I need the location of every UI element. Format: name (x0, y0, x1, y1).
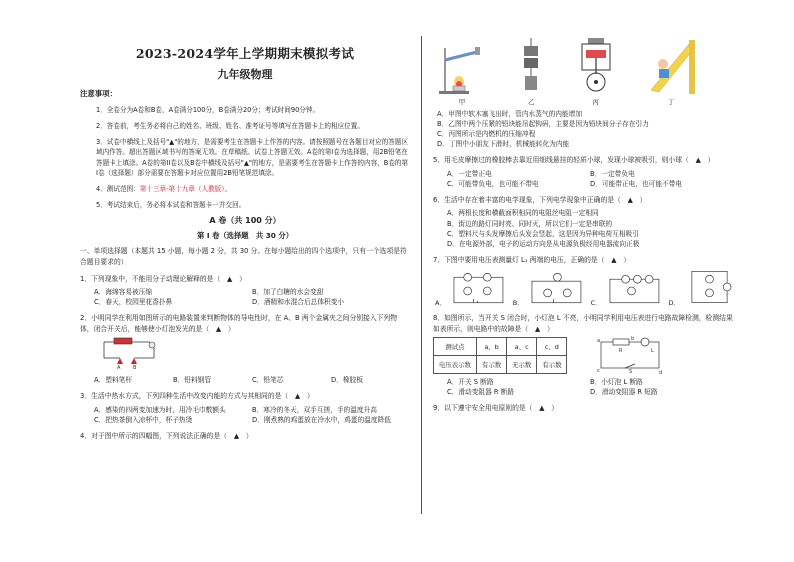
option: D．可能带正电，也可能不带电 (590, 179, 683, 188)
option: B．一定带负电 (590, 169, 635, 178)
question-9: 9．以下遵守安全用电原则的是（ ▲ ） (433, 404, 559, 413)
node-label: S (629, 369, 633, 375)
circuit-a-icon (452, 273, 507, 307)
table-cell: 电压表示数 (434, 356, 477, 374)
figure-bing (576, 38, 616, 106)
range-label: 测试范围： (106, 184, 140, 193)
option: A．一定带正电 (447, 169, 492, 178)
option: D．在电源外部，电子的运动方向是从电源负极经用电器流向正极 (447, 239, 640, 248)
option: A．塑料笔杆 (94, 376, 133, 385)
range-value: 第十三章-第十九章（人教版）。 (139, 184, 232, 193)
clip-label-b: B (133, 365, 137, 371)
question-3: 3．生活中热水方式，下列四种生活中改变内能的方式与其相同的是（ ▲ ） (80, 392, 314, 401)
note-item-5: 5．考试结束后，务必将本试卷和答题卡一并交回。 (96, 201, 246, 210)
question-1-options (94, 287, 410, 307)
question-4: 4．对于图中所示的四幅图，下列说法正确的是（ ▲ ） (80, 431, 253, 440)
option: C．塑料尺与头发摩擦后头发会竖起，这是因为异种电荷互相吸引 (447, 229, 639, 238)
note-item-2: 2．答卷前，考生务必将自己的姓名、班级、姓名、准考证号等填写在答题卡上的相应位置。 (96, 121, 364, 130)
option: C．可能带负电，也可能不带电 (447, 179, 539, 188)
figure-label-yi: 乙 (528, 98, 535, 106)
figure-label-bing: 丙 (592, 98, 599, 106)
option: C．铅笔芯 (252, 376, 284, 385)
figure-yi (516, 38, 546, 106)
option: A．甲图中软木塞飞出时，管内水蒸气的内能增加 (437, 110, 583, 119)
circuit-label-d: D． (668, 299, 681, 308)
exam-title: 2023-2024学年上学期期末模拟考试 (135, 46, 355, 61)
circuit-b-icon (530, 273, 585, 307)
option: C．滑动变阻器 R 断路 (447, 388, 515, 397)
note-item-4-prefix: 4． (96, 184, 107, 193)
figure-label-jia: 甲 (458, 98, 466, 106)
question-4-options (437, 109, 733, 149)
table-row (434, 356, 567, 374)
circuit-q8-icon (595, 336, 665, 374)
option: D．橡胶板 (331, 376, 363, 385)
note-item-3: 3．试卷中横线上及括号"▲"的地方，是需要考生在答题卡上作答的内容。请按照题号在各题目对应的答题区域内作答。超出答题区域书写的答案无效。在草稿纸、试卷上答题无效。A卷的第I卷为选择题，用2B铅笔在答题卡上填涂。A卷的第II卷以及B卷中横线及括号"▲"的地方，是需要考生在答题卡上作答的内容，B卷的第I卷（选择题）部分需要在答题卡对应位置用2B铅笔规范填涂。 (96, 138, 409, 177)
node-label: L (651, 348, 655, 355)
question-6-options (447, 208, 733, 248)
question-8-figure (433, 336, 733, 374)
option: A．开关 S 断路 (447, 378, 494, 387)
table-cell: 测试点 (434, 338, 477, 356)
table-cell: a、b (476, 338, 506, 356)
circuit-figure-q2 (100, 336, 410, 372)
table-row (434, 338, 567, 356)
option: D．酒精和水混合后总体积变小 (252, 298, 345, 307)
figure-jia (437, 38, 487, 106)
engine-cylinder-icon (576, 38, 616, 96)
question-5-options (447, 169, 733, 189)
option: B．寒冷的冬天，双手互搓，手的温度升高 (252, 405, 377, 414)
section-a-title: A 卷（共 100 分） (209, 216, 281, 226)
question-3-options (94, 405, 410, 425)
note-item-4 (96, 184, 410, 194)
option: B．乙图中两个压紧的铅块能吊起钩码，主要是因为铅块间分子存在引力 (437, 120, 649, 129)
node-label: b (631, 336, 635, 343)
figure-ding (645, 38, 697, 106)
child-slide-icon (645, 38, 697, 96)
test-tube-heating-icon (437, 38, 487, 96)
option: D．丁图中小朋友下滑时，机械能转化为内能 (437, 140, 570, 149)
option: B．铅料钢管 (173, 376, 212, 385)
circuit-label-c: C． (590, 299, 602, 308)
option: D．滑动变阻器 R 短路 (590, 388, 658, 397)
q8-test-table (433, 337, 567, 374)
node-label: R (619, 348, 623, 355)
table-cell: 有示数 (476, 356, 506, 374)
part-1-title: 第 I 卷（选择题 共 30 分） (197, 231, 293, 241)
option: C．春天，校园里花香扑鼻 (94, 298, 173, 307)
notes-heading: 注意事项： (80, 89, 117, 99)
question-7-circuits (435, 267, 733, 307)
note-item-1: 1．全卷分为A卷和B卷，A卷满分100分，B卷满分20分；考试时间90分钟。 (96, 105, 320, 114)
exam-subtitle: 九年级物理 (217, 67, 273, 81)
question-7: 7．下图中要用电压表测量灯 L₁ 两端的电压，正确的是（ ▲ ） (433, 255, 631, 264)
table-cell: a、c (507, 338, 537, 356)
option: C．丙图所示是内燃机的压缩冲程 (437, 130, 536, 139)
section-instruction: 一、单项选择题（本题共 15 小题，每小题 2 分，共 30 分。在每小题给出的四个选项中，只有一个选项是符合题目要求的） (80, 247, 407, 267)
lead-blocks-icon (516, 38, 546, 96)
circuit-diagram-icon (100, 336, 160, 370)
question-6: 6．生活中存在着丰富的电学现象，下列电学现象中正确的是（ ▲ ） (433, 195, 647, 204)
option: B．街边的路灯同时亮、同时灭，所以它们一定是串联的 (447, 219, 613, 228)
left-column (80, 36, 410, 441)
option: A．感染的四两变加速为时，用冷毛巾敷额头 (94, 405, 226, 414)
figure-label-ding: 丁 (667, 98, 675, 106)
option: A．海绵容易被压缩 (94, 288, 153, 297)
option: B．小灯泡 L 断路 (590, 378, 643, 387)
question-2-options (94, 375, 410, 385)
question-2: 2．小明同学在利用如图所示的电路装置来判断物体的导电性时，在 A、B 两个金属夹之间分别接入下列物体，闭合开关后，能够使小灯泡发光的是（ ▲ ） (80, 314, 398, 333)
right-column (433, 36, 733, 414)
clip-label-a: A (117, 365, 121, 371)
circuit-label-b: B． (512, 299, 524, 308)
option: A．两根长度和横截面积相同的电阻丝电阻一定相同 (447, 209, 599, 218)
question-8: 8．如图所示，当开关 S 闭合时，小灯泡 L 不亮，小明同学利用电压表进行电路故障检测，检测结果如表所示，则电路中的故障是（ ▲ ） (433, 314, 733, 333)
option: B．加了白糖的水会变甜 (252, 288, 324, 297)
table-cell: 有示数 (537, 356, 567, 374)
question-1: 1．下列现象中，不能用分子动理论解释的是（ ▲ ） (80, 274, 246, 283)
question-5: 5．用毛皮摩擦过的橡胶棒去靠近用细线悬挂的轻质小球，发现小球被吸引，则小球（ ▲ ） (433, 156, 715, 165)
circuit-d-icon (686, 267, 733, 307)
option: C．把热茶倒入凉杯中，杯子热烫 (94, 415, 193, 424)
column-divider (421, 36, 422, 514)
node-label: c (597, 368, 601, 375)
node-label: a (597, 338, 601, 345)
question-8-options (447, 377, 733, 397)
q4-figures (437, 38, 697, 106)
node-label: d (659, 370, 663, 375)
option: D．刚煮熟的鸡蛋放在冷水中，鸡蛋的温度降低 (252, 415, 391, 424)
circuit-c-icon (608, 273, 663, 307)
table-cell: c、d (537, 338, 567, 356)
table-cell: 无示数 (507, 356, 537, 374)
circuit-label-a: A． (435, 299, 446, 308)
